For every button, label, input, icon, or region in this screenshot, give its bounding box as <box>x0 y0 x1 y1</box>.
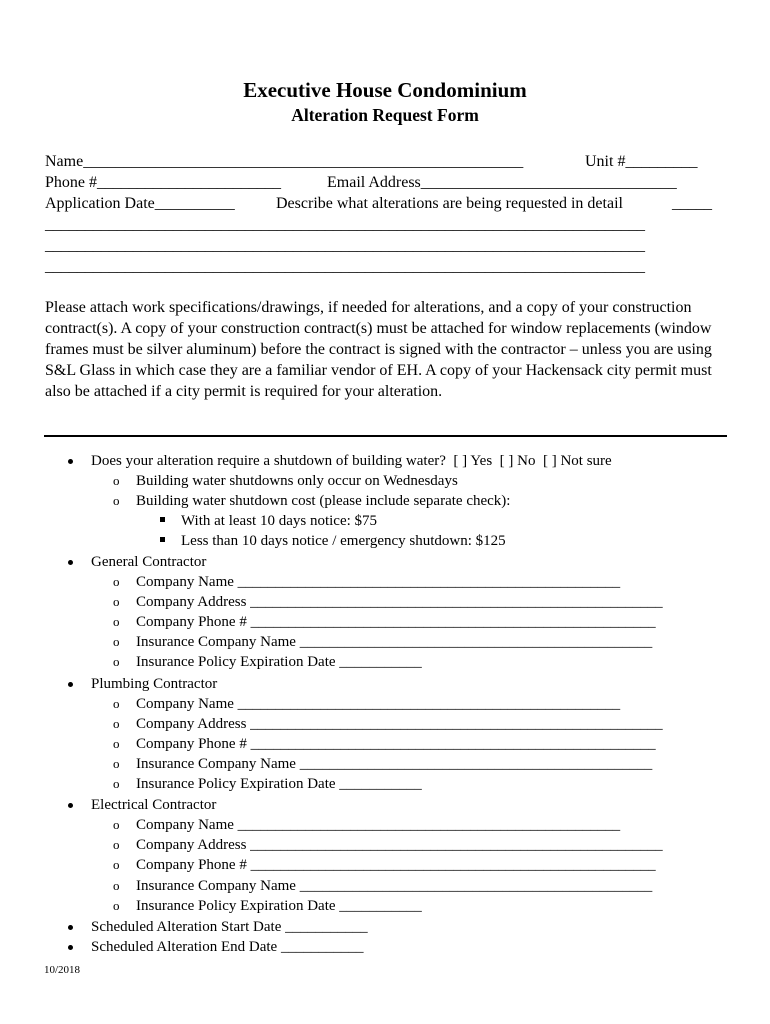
circle-bullet-icon: o <box>113 776 120 791</box>
insurance-company-field[interactable]: Insurance Company Name _______________________________________________ <box>136 756 653 772</box>
circle-bullet-icon: o <box>113 696 120 711</box>
circle-bullet-icon: o <box>113 716 120 731</box>
description-line[interactable]: ___________________________________________________________________________ <box>45 216 645 233</box>
company-name-field[interactable]: Company Name ___________________________________________________ <box>136 574 621 590</box>
square-bullet-icon <box>160 537 165 542</box>
section-divider <box>44 435 727 437</box>
circle-bullet-icon: o <box>113 654 120 669</box>
water-shutdown-note: Building water shutdowns only occur on Wednesdays <box>136 473 458 489</box>
application-date-field[interactable]: Application Date__________ <box>45 195 235 212</box>
circle-bullet-icon: o <box>113 898 120 913</box>
circle-bullet-icon: o <box>113 594 120 609</box>
contractor-heading: Plumbing Contractor <box>91 676 218 692</box>
insurance-company-field[interactable]: Insurance Company Name _______________________________________________ <box>136 878 653 894</box>
bullet-icon <box>68 560 73 565</box>
company-name-field[interactable]: Company Name ___________________________________________________ <box>136 696 621 712</box>
bullet-icon <box>68 803 73 808</box>
company-address-field[interactable]: Company Address _______________________________________________________ <box>136 837 663 853</box>
circle-bullet-icon: o <box>113 878 120 893</box>
policy-expiration-field[interactable]: Insurance Policy Expiration Date ___________ <box>136 898 422 914</box>
bullet-icon <box>68 925 73 930</box>
describe-field[interactable]: _____ <box>672 195 712 212</box>
company-phone-field[interactable]: Company Phone # ______________________________________________________ <box>136 614 656 630</box>
name-field[interactable]: Name_______________________________________________________ <box>45 153 524 170</box>
insurance-company-field[interactable]: Insurance Company Name _______________________________________________ <box>136 634 653 650</box>
bullet-icon <box>68 945 73 950</box>
cost-standard: With at least 10 days notice: $75 <box>181 513 378 529</box>
circle-bullet-icon: o <box>113 857 120 872</box>
circle-bullet-icon: o <box>113 473 120 488</box>
circle-bullet-icon: o <box>113 837 120 852</box>
company-address-field[interactable]: Company Address _______________________________________________________ <box>136 594 663 610</box>
start-date-field[interactable]: Scheduled Alteration Start Date ___________ <box>91 919 368 935</box>
describe-label: Describe what alterations are being requested in detail <box>276 195 623 212</box>
page-title: Executive House Condominium <box>243 78 527 102</box>
contractor-heading: General Contractor <box>91 554 207 570</box>
company-phone-field[interactable]: Company Phone # ______________________________________________________ <box>136 736 656 752</box>
company-name-field[interactable]: Company Name ___________________________________________________ <box>136 817 621 833</box>
circle-bullet-icon: o <box>113 493 120 508</box>
cost-emergency: Less than 10 days notice / emergency shutdown: $125 <box>181 533 506 549</box>
bullet-icon <box>68 682 73 687</box>
water-shutdown-question[interactable]: Does your alteration require a shutdown of building water? [ ] Yes [ ] No [ ] Not sure <box>91 453 612 469</box>
policy-expiration-field[interactable]: Insurance Policy Expiration Date ___________ <box>136 654 422 670</box>
circle-bullet-icon: o <box>113 574 120 589</box>
revision-date: 10/2018 <box>44 964 81 976</box>
description-line[interactable]: ___________________________________________________________________________ <box>45 258 645 275</box>
contractor-heading: Electrical Contractor <box>91 797 217 813</box>
circle-bullet-icon: o <box>113 736 120 751</box>
description-line[interactable]: ___________________________________________________________________________ <box>45 237 645 254</box>
circle-bullet-icon: o <box>113 817 120 832</box>
form-subtitle: Alteration Request Form <box>291 105 479 125</box>
phone-field[interactable]: Phone #_______________________ <box>45 174 281 191</box>
policy-expiration-field[interactable]: Insurance Policy Expiration Date ___________ <box>136 776 422 792</box>
company-phone-field[interactable]: Company Phone # ______________________________________________________ <box>136 857 656 873</box>
bullet-icon <box>68 459 73 464</box>
water-shutdown-cost-label: Building water shutdown cost (please include separate check): <box>136 493 511 509</box>
unit-field[interactable]: Unit #_________ <box>585 153 698 170</box>
circle-bullet-icon: o <box>113 614 120 629</box>
end-date-field[interactable]: Scheduled Alteration End Date ___________ <box>91 939 364 955</box>
company-address-field[interactable]: Company Address _______________________________________________________ <box>136 716 663 732</box>
circle-bullet-icon: o <box>113 756 120 771</box>
instructions-paragraph: Please attach work specifications/drawings, if needed for alterations, and a copy of your construction contract(s). A copy of your construction contract(s) must be attached for window replacements (window frames must be silver aluminum) before the contract is signed with the contractor – unless you are using S&L Glass in which case they are a familiar vendor of EH. A copy of your Hackensack city permit must also be attached if a city permit is required for your alteration. <box>45 299 712 400</box>
square-bullet-icon <box>160 517 165 522</box>
email-field[interactable]: Email Address________________________________ <box>327 174 677 191</box>
circle-bullet-icon: o <box>113 634 120 649</box>
